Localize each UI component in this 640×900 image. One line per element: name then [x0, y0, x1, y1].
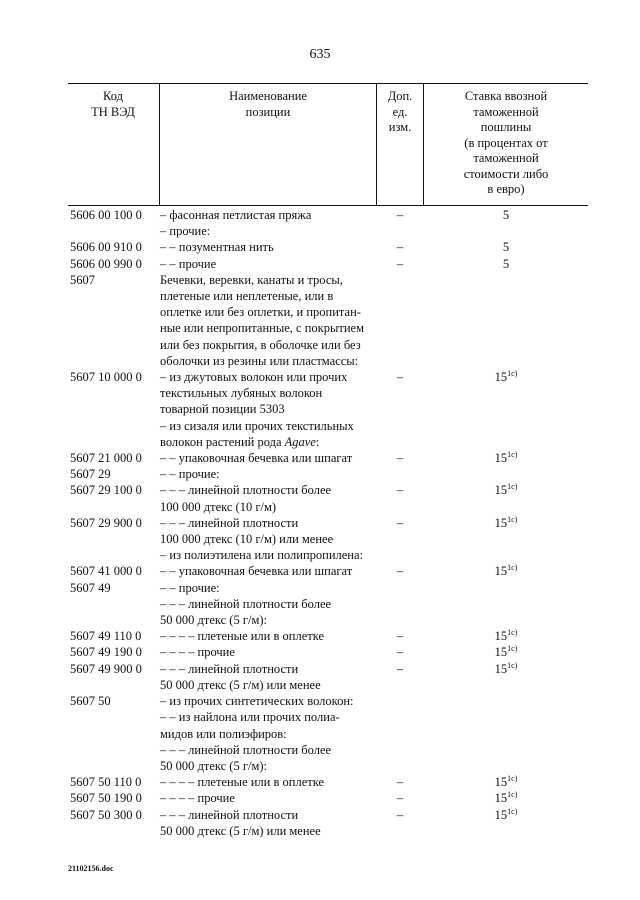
item-description: – – – – прочие [160, 645, 235, 660]
table-row [0, 466, 640, 482]
footnote-mark: 1с) [507, 450, 518, 460]
table-body [0, 207, 640, 839]
tnved-code: 5607 49 900 0 [70, 661, 142, 676]
table-row [0, 563, 640, 579]
additional-unit: – [396, 256, 404, 271]
duty-rate [424, 790, 588, 806]
tnved-code: 5606 00 990 0 [70, 256, 142, 271]
duty-rate-value: 15 [494, 775, 508, 790]
tnved-code: 5607 49 190 0 [70, 645, 142, 660]
tnved-code: 5607 10 000 0 [70, 370, 142, 385]
page-number: 635 [309, 47, 331, 62]
additional-unit: – [396, 451, 404, 466]
table-row [0, 450, 640, 466]
table-row [0, 790, 640, 806]
duty-rate-value: 5 [502, 256, 510, 271]
item-description: – из прочих синтетических волокон: [160, 694, 354, 709]
header-name: Наименование позиции [229, 89, 307, 119]
duty-rate-value: 15 [494, 661, 508, 676]
table-row [0, 644, 640, 660]
footnote-mark: 1с) [507, 563, 518, 573]
table-row [0, 482, 640, 514]
item-description: Бечевки, веревки, канаты и тросы, плетеные или неплетеные, или в оплетке или без оплетки, и пропитан- ные или непропитанные, с покрытием или без покрытия, в оболочке или без оболочки из резины или пластмассы: [160, 272, 364, 368]
duty-rate [424, 661, 588, 677]
header-code: Код ТН ВЭД [91, 89, 135, 119]
file-name: 21102156.doc [68, 864, 114, 873]
tnved-code: 5607 50 300 0 [70, 807, 142, 822]
additional-unit: – [396, 661, 404, 676]
item-description: – – – линейной плотности 50 000 дтекс (5 г/м) или менее [160, 661, 321, 692]
duty-rate-value: 15 [494, 370, 508, 385]
item-description: – – – линейной плотности 100 000 дтекс (10 г/м) или менее [160, 515, 334, 547]
table-row [0, 239, 640, 255]
item-description: – – – – прочие [160, 791, 235, 806]
item-description: – из полиэтилена или полипропилена: [160, 548, 364, 563]
item-description: – – – линейной плотности более 50 000 дтекс (5 г/м): [160, 742, 332, 773]
additional-unit: – [396, 483, 404, 498]
duty-rate [424, 807, 588, 823]
table-row [0, 369, 640, 418]
tnved-code: 5606 00 910 0 [70, 240, 142, 255]
table-row [0, 547, 640, 563]
table-row [0, 596, 640, 628]
duty-rate-value: 15 [494, 791, 508, 806]
tnved-code: 5607 49 110 0 [70, 629, 142, 644]
additional-unit: – [396, 208, 404, 222]
table-row [0, 661, 640, 693]
additional-unit: – [396, 791, 404, 806]
table-row [0, 515, 640, 547]
tnved-code: 5607 49 [70, 580, 111, 595]
table-row [0, 774, 640, 790]
header-bottom-rule [68, 205, 588, 206]
duty-rate [424, 450, 588, 466]
duty-rate [424, 563, 588, 579]
table-row [0, 580, 640, 596]
additional-unit: – [396, 645, 404, 660]
duty-rate-value: 15 [494, 483, 508, 498]
additional-unit: – [396, 629, 404, 644]
tnved-code: 5607 50 110 0 [70, 775, 142, 790]
item-description: – – позументная нить [160, 240, 274, 255]
table-row [0, 693, 640, 709]
tnved-code: 5607 [70, 272, 95, 287]
additional-unit: – [396, 775, 404, 790]
tnved-code: 5607 50 [70, 694, 111, 709]
duty-rate [424, 628, 588, 644]
tnved-code: 5607 21 000 0 [70, 451, 142, 466]
table-row [0, 709, 640, 741]
duty-rate-value: 15 [494, 451, 508, 466]
table-row [0, 628, 640, 644]
duty-rate [424, 482, 588, 498]
tnved-code: 5607 41 000 0 [70, 564, 142, 579]
tnved-code: 5607 29 900 0 [70, 515, 142, 530]
additional-unit: – [396, 564, 404, 579]
duty-rate-value: 15 [494, 807, 508, 822]
duty-rate [424, 256, 588, 272]
tnved-code: 5607 29 100 0 [70, 483, 142, 498]
table-row [0, 742, 640, 774]
duty-rate-value: 15 [494, 645, 508, 660]
table-row [0, 418, 640, 450]
item-description: – – – – плетеные или в оплетке [160, 775, 325, 790]
item-description: – – прочие: [160, 467, 220, 482]
item-description: – – прочие [160, 256, 217, 271]
item-description: – – упаковочная бечевка или шпагат [160, 451, 353, 466]
item-description: – – прочие: [160, 580, 220, 595]
item-description: – из сизаля или прочих текстильных волокон растений рода Agave: [160, 418, 354, 449]
footnote-mark: 1с) [507, 369, 518, 379]
footnote-mark: 1с) [507, 482, 518, 492]
table-row [0, 272, 640, 369]
duty-rate [424, 369, 588, 385]
table-row [0, 207, 640, 223]
footnote-mark: 1с) [507, 790, 518, 800]
footnote-mark: 1с) [507, 514, 518, 524]
item-description: – – – – плетеные или в оплетке [160, 629, 325, 644]
additional-unit: – [396, 515, 404, 530]
duty-rate-value: 5 [502, 208, 510, 222]
duty-rate-value: 15 [494, 515, 508, 530]
footnote-mark: 1с) [507, 806, 518, 816]
tnved-code: 5607 50 190 0 [70, 791, 142, 806]
table-row [0, 223, 640, 239]
header-unit: Доп. ед. изм. [387, 89, 413, 134]
footnote-mark: 1с) [507, 628, 518, 638]
item-description: – – из найлона или прочих полиа- мидов или полиэфиров: [160, 710, 340, 741]
table-row [0, 807, 640, 839]
duty-rate [424, 644, 588, 660]
additional-unit: – [396, 240, 404, 255]
item-description: – прочие: [160, 224, 211, 239]
table-row [0, 256, 640, 272]
header-rate: Ставка ввозной таможенной пошлины (в процентах от таможенной стоимости либо в евро) [463, 89, 549, 196]
duty-rate [424, 207, 588, 223]
duty-rate [424, 774, 588, 790]
table-top-rule [68, 83, 588, 84]
duty-rate [424, 239, 588, 255]
item-description: – – – линейной плотности более 50 000 дтекс (5 г/м): [160, 596, 332, 628]
footnote-mark: 1с) [507, 644, 518, 654]
additional-unit: – [396, 807, 404, 822]
duty-rate-value: 5 [502, 240, 510, 255]
tnved-code: 5606 00 100 0 [70, 208, 142, 222]
duty-rate [424, 515, 588, 531]
tnved-code: 5607 29 [70, 467, 111, 482]
item-description: – – упаковочная бечевка или шпагат [160, 564, 353, 579]
duty-rate-value: 15 [494, 564, 508, 579]
footnote-mark: 1с) [507, 660, 518, 670]
item-description: – – – линейной плотности более 100 000 дтекс (10 г/м) [160, 483, 332, 514]
item-description: – фасонная петлистая пряжа [160, 208, 312, 222]
additional-unit: – [396, 370, 404, 385]
duty-rate-value: 15 [494, 629, 508, 644]
item-description: – из джутовых волокон или прочих текстильных лубяных волокон товарной позиции 5303 [160, 370, 348, 417]
footnote-mark: 1с) [507, 774, 518, 784]
item-description: – – – линейной плотности 50 000 дтекс (5 г/м) или менее [160, 807, 321, 838]
